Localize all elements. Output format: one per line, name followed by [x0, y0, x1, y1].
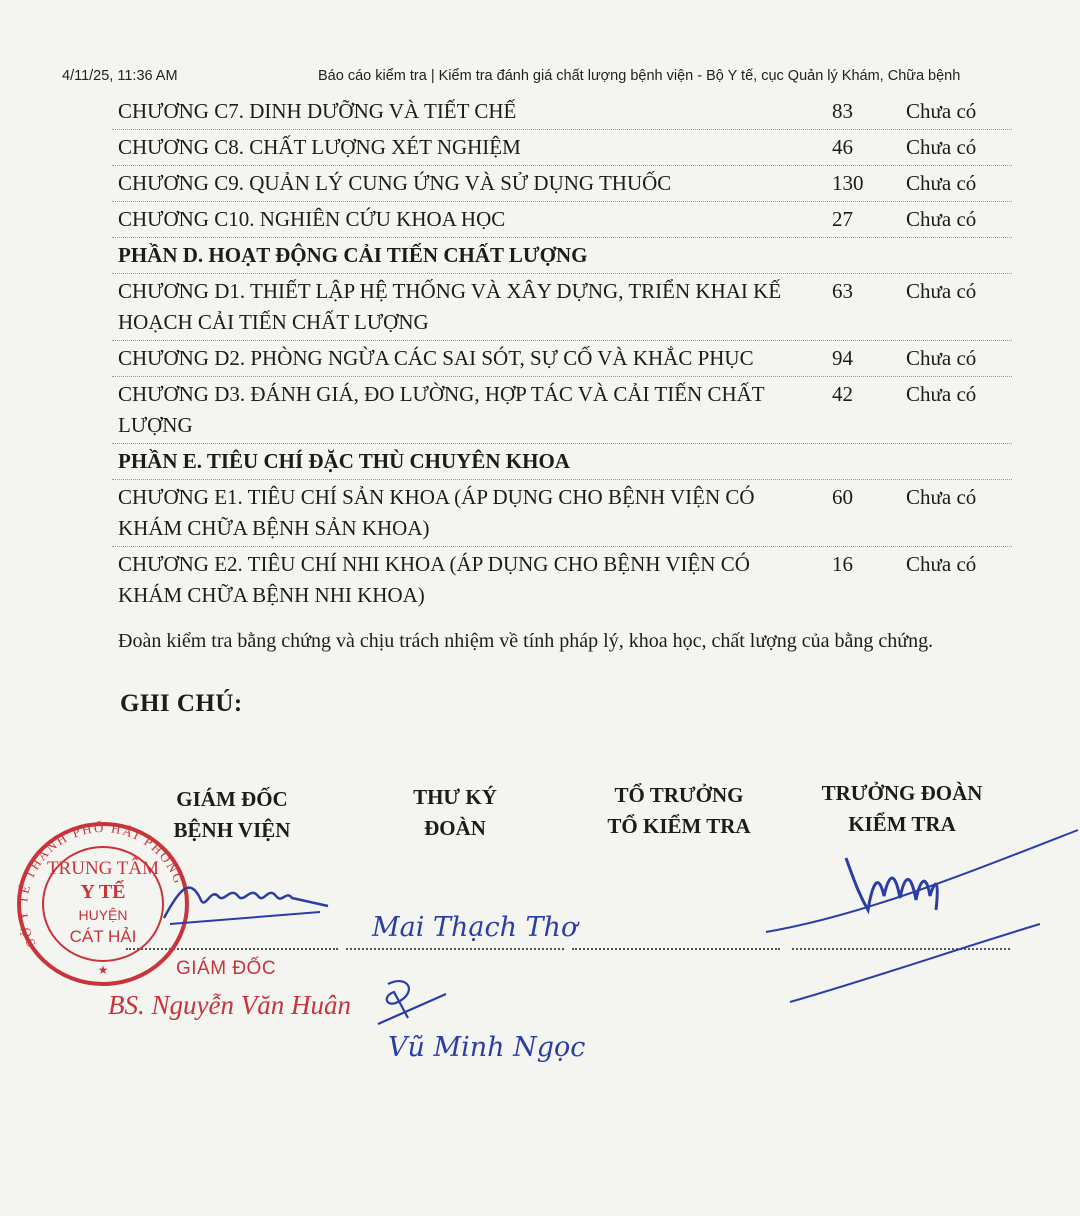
table-row — [112, 274, 1012, 341]
chapter-count: 83 — [832, 99, 853, 123]
chapter-status: Chưa có — [906, 346, 977, 370]
stamp-line1: TRUNG TÂM — [46, 858, 160, 879]
secretary-handwritten-name: Mai Thạch Thơ — [372, 912, 578, 943]
stamp-director-title: GIÁM ĐỐC — [176, 958, 277, 979]
chapter-count: 16 — [832, 552, 853, 576]
chapter-name: CHƯƠNG C9. QUẢN LÝ CUNG ỨNG VÀ SỬ DỤNG THUỐC — [118, 171, 672, 195]
team-leader-signature-stroke — [378, 981, 446, 1024]
chapter-name: CHƯƠNG C7. DINH DƯỠNG VÀ TIẾT CHẾ — [118, 99, 517, 123]
secretary-signature-line — [346, 948, 564, 950]
delegation-head-title-line1: TRƯỞNG ĐOÀN — [821, 781, 983, 805]
director-signature-underline — [170, 912, 320, 924]
delegation-head-signature — [760, 826, 1080, 1006]
chapter-name: CHƯƠNG D3. ĐÁNH GIÁ, ĐO LƯỜNG, HỢP TÁC VÀ CẢI TIẾN CHẤT LƯỢNG — [118, 382, 765, 437]
chapter-count: 42 — [832, 382, 853, 406]
chapter-count: 63 — [832, 279, 853, 303]
delegation-head-title-line2: KIỂM TRA — [848, 812, 956, 836]
stamp-line3: HUYỆN — [78, 907, 128, 923]
chapter-status: Chưa có — [906, 135, 977, 159]
director-name: BS. Nguyễn Văn Huân — [108, 990, 351, 1020]
chapter-status: Chưa có — [906, 207, 977, 231]
chapter-table — [112, 94, 1012, 613]
director-signature — [150, 868, 340, 938]
team-leader-signature — [368, 972, 458, 1038]
chapter-name: CHƯƠNG D2. PHÒNG NGỪA CÁC SAI SÓT, SỰ CỐ VÀ KHẮC PHỤC — [118, 346, 754, 370]
chapter-count: 60 — [832, 485, 853, 509]
table-row — [112, 202, 1012, 238]
team-leader-signature-line — [572, 948, 780, 950]
director-title-line2: BỆNH VIỆN — [173, 818, 291, 842]
section-title: PHẦN D. HOẠT ĐỘNG CẢI TIẾN CHẤT LƯỢNG — [118, 243, 588, 267]
chapter-status: Chưa có — [906, 99, 977, 123]
team-leader-title-line2: TỔ KIỂM TRA — [607, 814, 751, 838]
table-row — [112, 547, 1012, 613]
chapter-name: CHƯƠNG E1. TIÊU CHÍ SẢN KHOA (ÁP DỤNG CHO BỆNH VIỆN CÓ KHÁM CHỮA BỆNH SẢN KHOA) — [118, 485, 755, 540]
team-leader-handwritten-name: Vũ Minh Ngọc — [388, 1032, 586, 1063]
table-row — [112, 341, 1012, 377]
secretary-title-line2: ĐOÀN — [424, 816, 486, 840]
chapter-count: 130 — [832, 171, 864, 195]
table-row — [112, 480, 1012, 547]
stamp-line4: CÁT HẢI — [69, 927, 137, 946]
section-row — [112, 238, 1012, 274]
chapter-status: Chưa có — [906, 485, 977, 509]
delegation-head-signature-tail — [790, 924, 1040, 1002]
table-row — [112, 94, 1012, 130]
chapter-count: 94 — [832, 346, 853, 370]
chapter-name: CHƯƠNG C10. NGHIÊN CỨU KHOA HỌC — [118, 207, 506, 231]
table-row — [112, 377, 1012, 444]
section-title: PHẦN E. TIÊU CHÍ ĐẶC THÙ CHUYÊN KHOA — [118, 449, 570, 473]
chapter-status: Chưa có — [906, 279, 977, 303]
chapter-count: 27 — [832, 207, 853, 231]
stamp-arc-text-path: SỞ Y TẾ THÀNH PHỐ HẢI PHÒNG — [14, 819, 188, 950]
section-row — [112, 444, 1012, 480]
delegation-head-signature-scribble — [846, 858, 937, 910]
stamp-line2: Y TẾ — [80, 881, 126, 903]
chapter-status: Chưa có — [906, 382, 977, 406]
note-label: GHI CHÚ: — [120, 690, 243, 717]
page-header — [62, 68, 970, 90]
chapter-status: Chưa có — [906, 171, 977, 195]
stamp-star-icon: ★ — [97, 963, 109, 977]
chapter-name: CHƯƠNG D1. THIẾT LẬP HỆ THỐNG VÀ XÂY DỰNG, TRIỂN KHAI KẾ HOẠCH CẢI TIẾN CHẤT LƯỢNG — [118, 279, 782, 334]
secretary-title — [392, 782, 518, 844]
chapter-name: CHƯƠNG C8. CHẤT LƯỢNG XÉT NGHIỆM — [118, 135, 521, 159]
chapter-status: Chưa có — [906, 552, 977, 576]
secretary-title-line1: THƯ KÝ — [413, 785, 497, 809]
director-title-line1: GIÁM ĐỐC — [176, 787, 288, 811]
report-title: Báo cáo kiểm tra | Kiểm tra đánh giá chất lượng bệnh viện - Bộ Y tế, cục Quản lý Khám, Chữa bệnh — [318, 68, 961, 84]
print-date: 4/11/25, 11:36 AM — [62, 68, 178, 84]
responsibility-statement: Đoàn kiểm tra bằng chứng và chịu trách nhiệm về tính pháp lý, khoa học, chất lượng của bằng chứng. — [118, 630, 934, 652]
table-row — [112, 166, 1012, 202]
table-row — [112, 130, 1012, 166]
team-leader-title-line1: TỔ TRƯỞNG — [614, 783, 744, 807]
chapter-count: 46 — [832, 135, 853, 159]
chapter-name: CHƯƠNG E2. TIÊU CHÍ NHI KHOA (ÁP DỤNG CHO BỆNH VIỆN CÓ KHÁM CHỮA BỆNH NHI KHOA) — [118, 552, 750, 607]
team-leader-title — [596, 780, 762, 842]
